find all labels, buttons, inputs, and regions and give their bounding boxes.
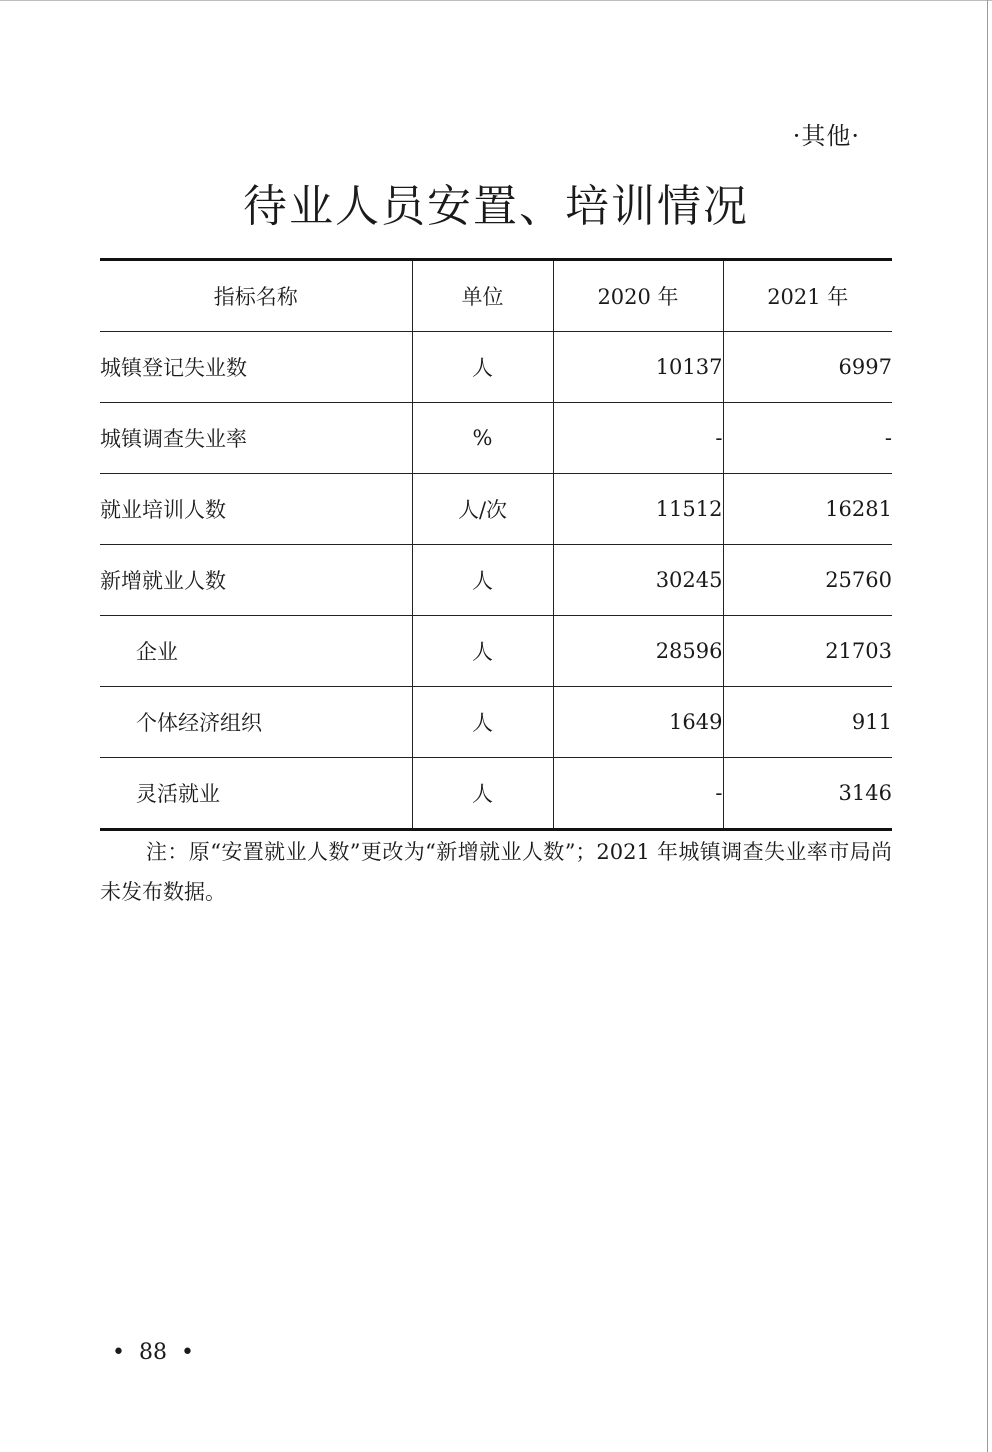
row-unit: % — [412, 403, 553, 474]
header-2020: 2020 年 — [553, 260, 723, 332]
row-value-2021: 3146 — [723, 758, 892, 830]
row-value-2021: 25760 — [723, 545, 892, 616]
header-indicator-name: 指标名称 — [100, 260, 412, 332]
row-value-2020: 1649 — [553, 687, 723, 758]
page-edge-top — [0, 0, 992, 1]
row-value-2020: 28596 — [553, 616, 723, 687]
row-value-2021: 21703 — [723, 616, 892, 687]
row-indicator-name: 新增就业人数 — [100, 545, 412, 616]
row-value-2021: 6997 — [723, 332, 892, 403]
table-row — [100, 687, 892, 758]
row-indicator-name: 企业 — [100, 616, 412, 687]
row-unit: 人 — [412, 758, 553, 830]
row-indicator-name: 城镇登记失业数 — [100, 332, 412, 403]
row-value-2020: - — [553, 403, 723, 474]
page-number: • 88 • — [112, 1340, 194, 1365]
page-title: 待业人员安置、培训情况 — [243, 181, 749, 232]
header-2021: 2021 年 — [723, 260, 892, 332]
row-value-2020: 11512 — [553, 474, 723, 545]
table-row — [100, 545, 892, 616]
row-unit: 人/次 — [412, 474, 553, 545]
row-value-2021: - — [723, 403, 892, 474]
row-unit: 人 — [412, 616, 553, 687]
row-indicator-name: 灵活就业 — [136, 782, 220, 806]
row-indicator-name: 城镇调查失业率 — [100, 403, 412, 474]
row-unit: 人 — [412, 545, 553, 616]
data-table — [100, 258, 892, 831]
table-header-row — [100, 260, 892, 332]
row-indicator-name: 个体经济组织 — [100, 687, 412, 758]
table-note: 注：原“安置就业人数”更改为“新增就业人数”；2021 年城镇调查失业率市局尚未发布数据。 — [100, 840, 892, 904]
row-value-2020: 10137 — [553, 332, 723, 403]
table-row — [100, 616, 892, 687]
table-row — [100, 332, 892, 403]
row-indicator-name: 就业培训人数 — [100, 474, 412, 545]
table-row — [100, 474, 892, 545]
row-value-2021: 16281 — [723, 474, 892, 545]
row-unit: 人 — [412, 687, 553, 758]
section-tag: ·其他· — [792, 122, 860, 150]
row-value-2021: 911 — [723, 687, 892, 758]
row-unit: 人 — [412, 332, 553, 403]
header-unit: 单位 — [412, 260, 553, 332]
row-value-2020: 30245 — [553, 545, 723, 616]
row-value-2020: - — [553, 758, 723, 830]
table-row — [100, 758, 892, 830]
table-row — [100, 403, 892, 474]
